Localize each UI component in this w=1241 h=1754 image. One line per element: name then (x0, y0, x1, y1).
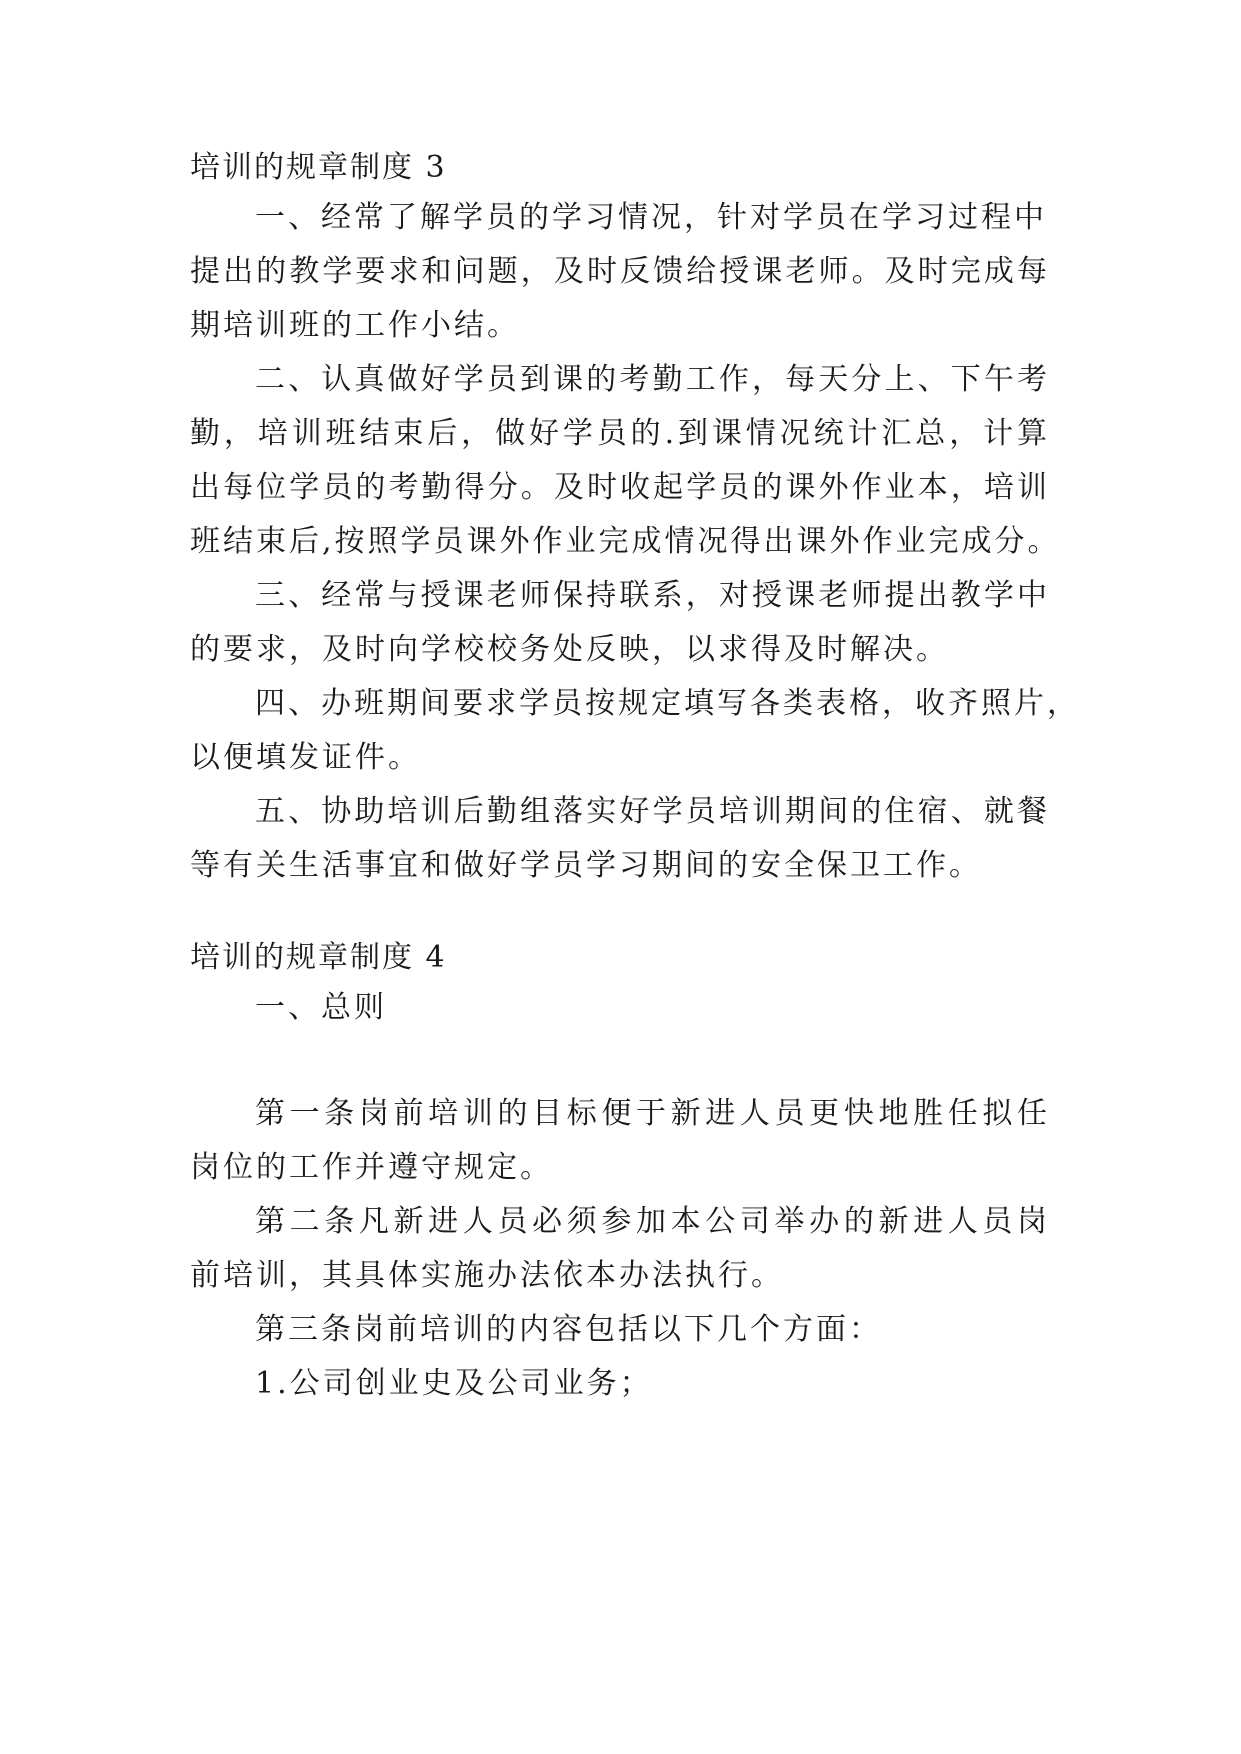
paragraph-line: 一、经常了解学员的学习情况，针对学员在学习过程中 (255, 200, 1047, 235)
paragraph-line: 第三条岗前培训的内容包括以下几个方面： (255, 1312, 882, 1347)
paragraph-line: 班结束后,按照学员课外作业完成情况得出课外作业完成分。 (190, 524, 1061, 559)
paragraph-line: 五、协助培训后勤组落实好学员培训期间的住宿、就餐 (255, 794, 1050, 829)
paragraph-line: 二、认真做好学员到课的考勤工作，每天分上、下午考 (255, 362, 1050, 397)
paragraph-line: 等有关生活事宜和做好学员学习期间的安全保卫工作。 (190, 848, 982, 883)
paragraph-line: 的要求，及时向学校校务处反映，以求得及时解决。 (190, 632, 949, 667)
paragraph-line: 一、总则 (255, 990, 387, 1025)
paragraph-line: 期培训班的工作小结。 (190, 308, 520, 343)
paragraph-line: 勤，培训班结束后，做好学员的.到课情况统计汇总，计算 (190, 416, 1050, 451)
section-title: 培训的规章制度 3 (190, 150, 447, 185)
paragraph-line: 四、办班期间要求学员按规定填写各类表格，收齐照片， (255, 686, 1080, 721)
section-title: 培训的规章制度 4 (190, 940, 447, 975)
paragraph-line: 提出的教学要求和问题，及时反馈给授课老师。及时完成每 (190, 254, 1050, 289)
paragraph-line: 以便填发证件。 (190, 740, 421, 775)
paragraph-line: 出每位学员的考勤得分。及时收起学员的课外作业本，培训 (190, 470, 1050, 505)
paragraph-line: 前培训，其具体实施办法依本办法执行。 (190, 1258, 784, 1293)
paragraph-line: 1.公司创业史及公司业务； (255, 1366, 653, 1401)
paragraph-line: 第一条岗前培训的目标便于新进人员更快地胜任拟任 (255, 1096, 1050, 1131)
paragraph-line: 第二条凡新进人员必须参加本公司举办的新进人员岗 (255, 1204, 1050, 1239)
paragraph-line: 岗位的工作并遵守规定。 (190, 1150, 553, 1185)
paragraph-line: 三、经常与授课老师保持联系，对授课老师提出教学中 (255, 578, 1050, 613)
